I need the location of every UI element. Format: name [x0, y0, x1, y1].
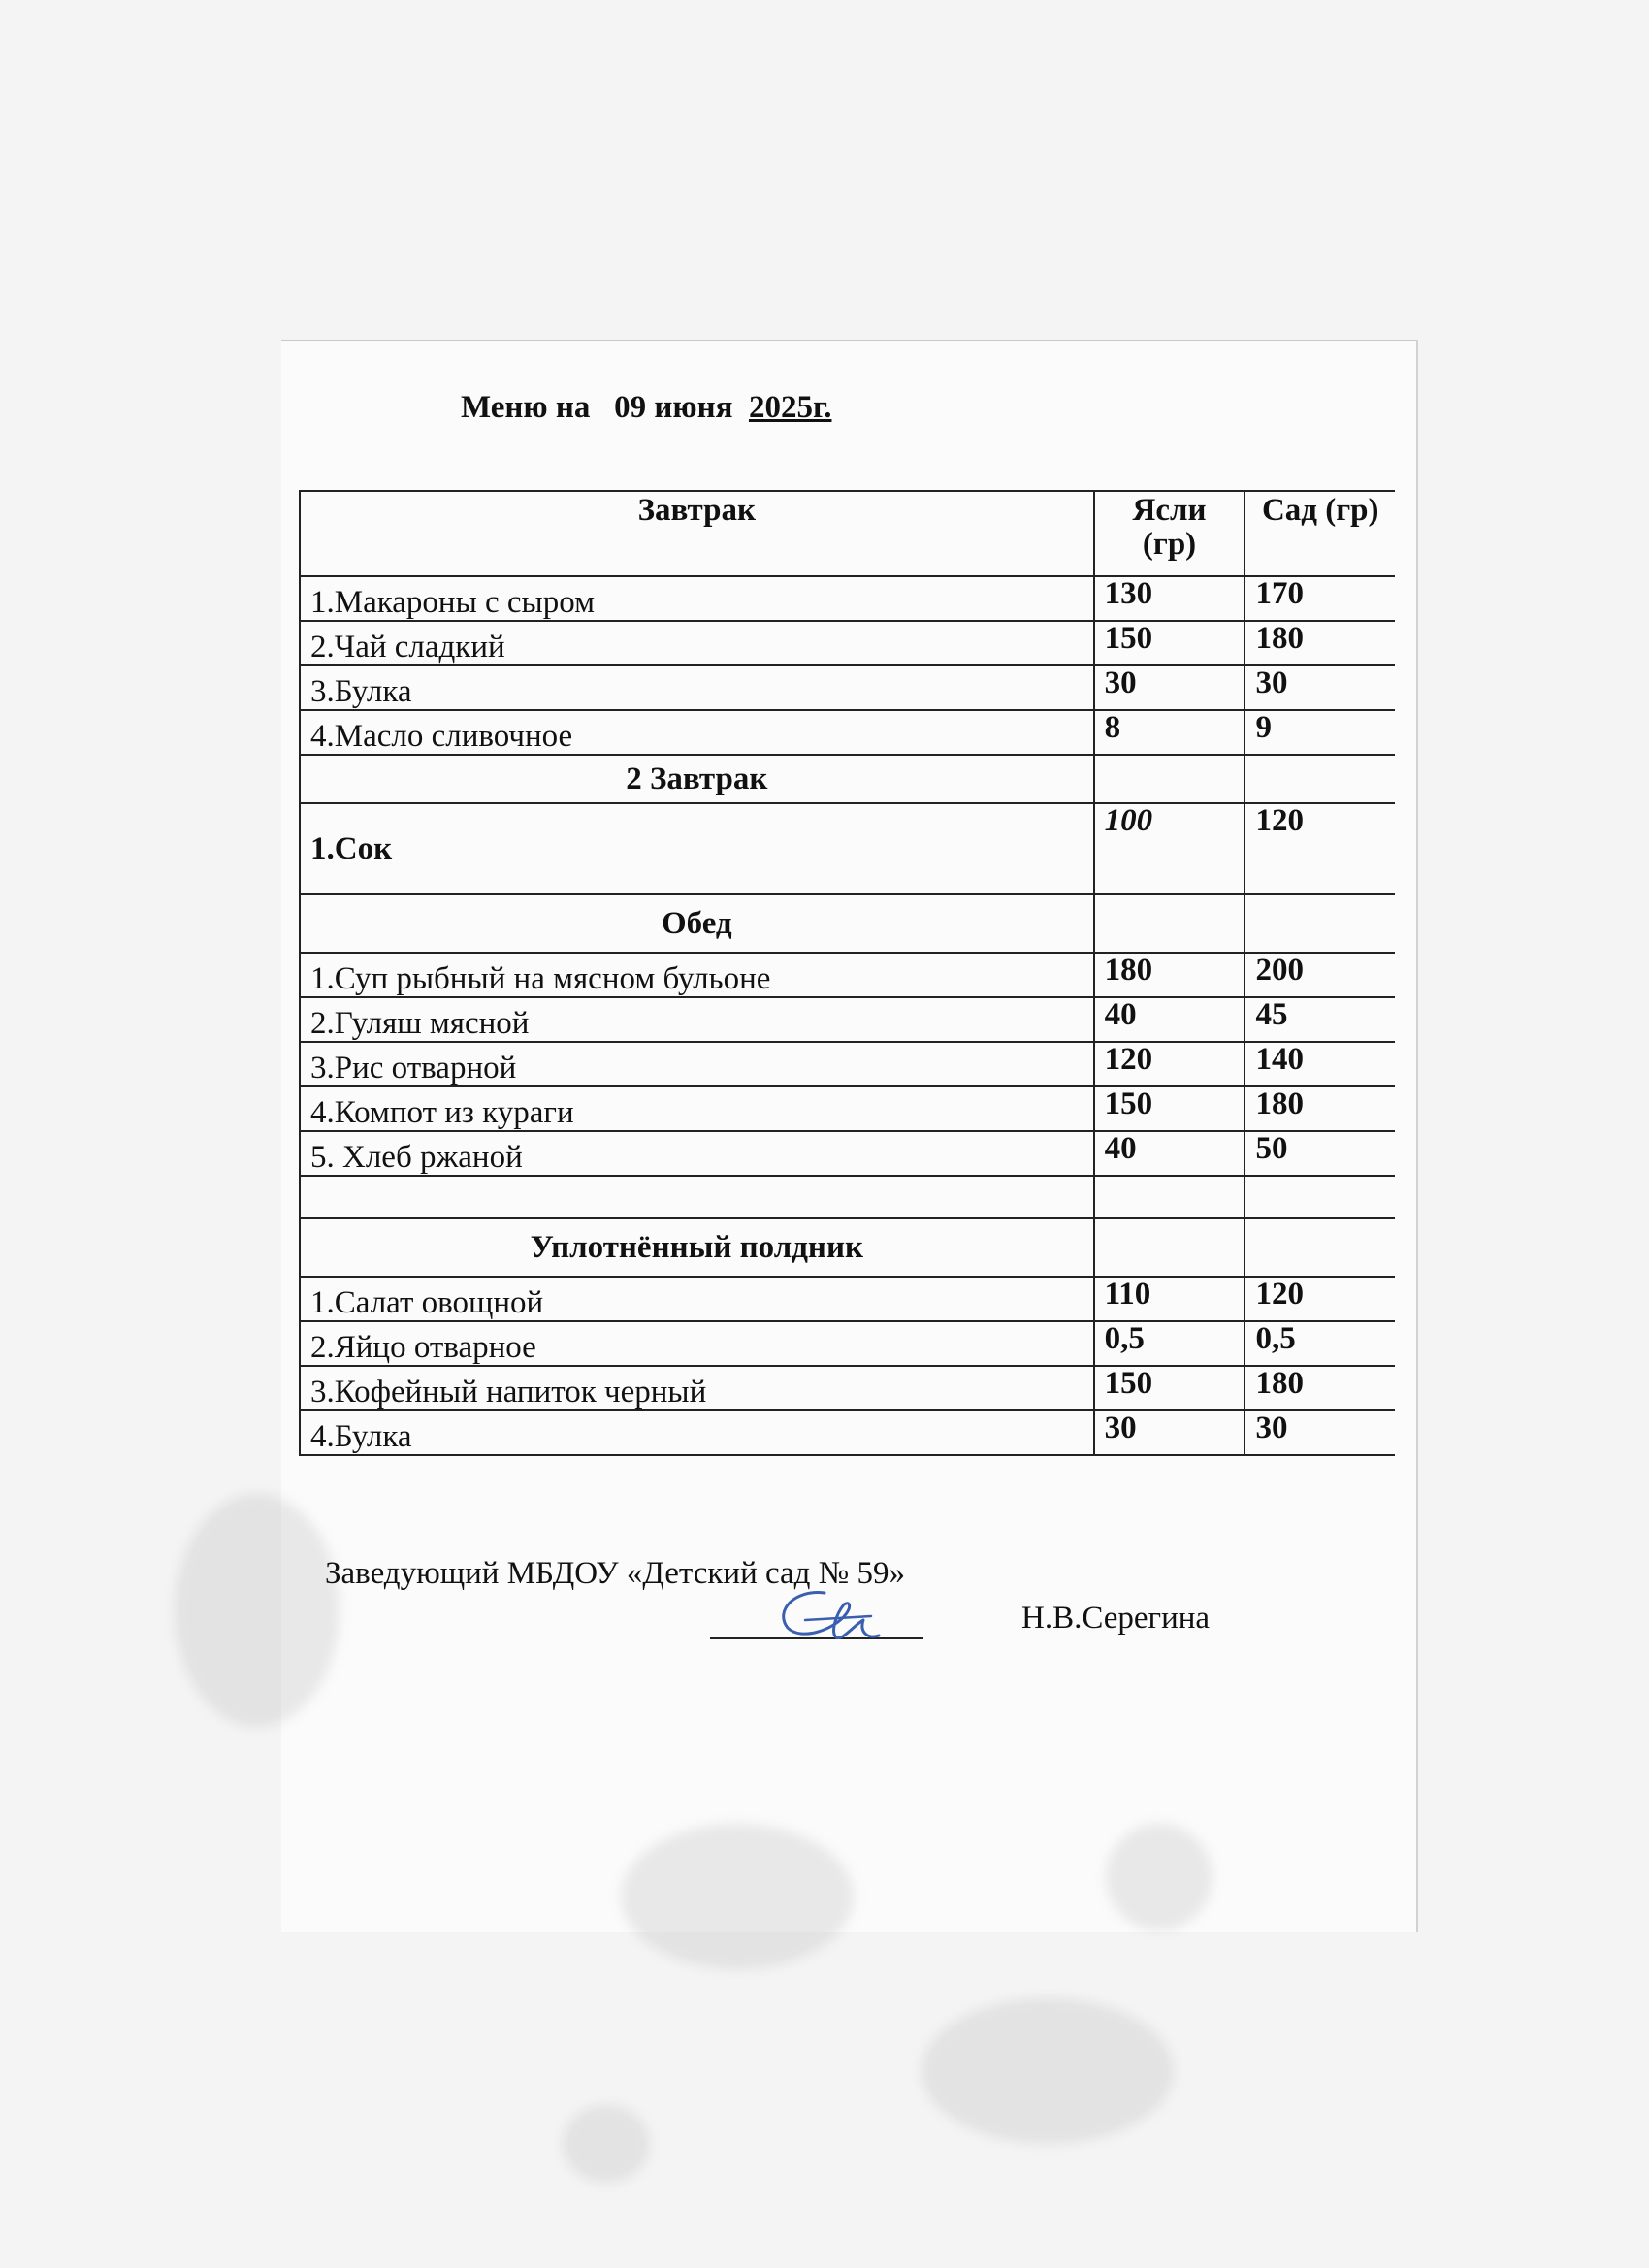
table-row [300, 710, 1395, 755]
sad-portion: 30 [1245, 1410, 1395, 1455]
dish-name: 1.Макароны с сыром [300, 576, 1094, 621]
scan-smudge [621, 1824, 854, 1969]
table-row [300, 1410, 1395, 1455]
table-row [300, 1042, 1395, 1086]
dish-name: 1.Суп рыбный на мясном бульоне [300, 953, 1094, 997]
yasli-portion: 150 [1094, 621, 1245, 665]
sad-portion: 180 [1245, 621, 1395, 665]
table-row [300, 1366, 1395, 1410]
dish-name: 2.Чай сладкий [300, 621, 1094, 665]
breakfast-heading: Завтрак [300, 491, 1094, 576]
dish-name: 1.Сок [300, 803, 1094, 894]
title-prefix: Меню на [461, 390, 591, 425]
empty-cell [300, 1176, 1094, 1218]
yasli-portion: 8 [1094, 710, 1245, 755]
handwritten-signature [766, 1581, 883, 1649]
table-row [300, 997, 1395, 1042]
title-year: 2025г. [748, 390, 832, 425]
table-row [300, 1086, 1395, 1131]
empty-cell [1094, 1176, 1245, 1218]
scan-smudge [563, 2105, 650, 2183]
table-row [300, 1131, 1395, 1176]
yasli-portion: 40 [1094, 1131, 1245, 1176]
sad-portion: 9 [1245, 710, 1395, 755]
dish-name: 4.Булка [300, 1410, 1094, 1455]
dish-name: 3.Кофейный напиток черный [300, 1366, 1094, 1410]
scan-smudge [922, 1998, 1174, 2144]
table-row [300, 1277, 1395, 1321]
yasli-portion: 120 [1094, 1042, 1245, 1086]
empty-cell [1094, 755, 1245, 803]
yasli-portion: 180 [1094, 953, 1245, 997]
sad-portion: 120 [1245, 1277, 1395, 1321]
sad-portion: 120 [1245, 803, 1395, 894]
dish-name: 3.Булка [300, 665, 1094, 710]
page-title [461, 390, 831, 426]
empty-cell [1245, 1176, 1395, 1218]
sad-portion: 30 [1245, 665, 1395, 710]
snack-heading: Уплотнённый полдник [300, 1218, 1094, 1277]
yasli-portion: 110 [1094, 1277, 1245, 1321]
sad-portion: 45 [1245, 997, 1395, 1042]
scan-smudge [1106, 1824, 1212, 1930]
head-position: Заведующий МБДОУ «Детский сад № 59» [325, 1556, 905, 1591]
yasli-portion: 30 [1094, 1410, 1245, 1455]
dish-name: 3.Рис отварной [300, 1042, 1094, 1086]
lunch-heading: Обед [300, 894, 1094, 953]
dish-name: 1.Салат овощной [300, 1277, 1094, 1321]
yasli-portion: 130 [1094, 576, 1245, 621]
second-breakfast-heading: 2 Завтрак [300, 755, 1094, 803]
section-row [300, 1218, 1395, 1277]
scan-smudge [175, 1494, 340, 1727]
title-date: 09 июня [614, 390, 733, 425]
dish-name: 4.Масло сливочное [300, 710, 1094, 755]
sad-portion: 170 [1245, 576, 1395, 621]
sad-portion: 200 [1245, 953, 1395, 997]
table-row [300, 665, 1395, 710]
dish-name: 2.Яйцо отварное [300, 1321, 1094, 1366]
menu-table [299, 490, 1395, 1456]
table-header-row [300, 491, 1395, 576]
empty-cell [1094, 894, 1245, 953]
empty-row [300, 1176, 1395, 1218]
yasli-portion: 40 [1094, 997, 1245, 1042]
yasli-portion: 150 [1094, 1086, 1245, 1131]
dish-name: 2.Гуляш мясной [300, 997, 1094, 1042]
section-row [300, 755, 1395, 803]
yasli-portion: 100 [1094, 803, 1245, 894]
yasli-portion: 0,5 [1094, 1321, 1245, 1366]
dish-name: 4.Компот из кураги [300, 1086, 1094, 1131]
table-row [300, 576, 1395, 621]
sad-portion: 50 [1245, 1131, 1395, 1176]
sad-portion: 0,5 [1245, 1321, 1395, 1366]
empty-cell [1245, 1218, 1395, 1277]
column-yasli-header: Ясли (гр) [1094, 491, 1245, 576]
yasli-portion: 150 [1094, 1366, 1245, 1410]
sad-portion: 180 [1245, 1366, 1395, 1410]
signer-name: Н.В.Серегина [1021, 1601, 1211, 1636]
sad-portion: 140 [1245, 1042, 1395, 1086]
yasli-portion: 30 [1094, 665, 1245, 710]
dish-name: 5. Хлеб ржаной [300, 1131, 1094, 1176]
table-row [300, 953, 1395, 997]
sad-portion: 180 [1245, 1086, 1395, 1131]
table-row [300, 803, 1395, 894]
table-row [300, 621, 1395, 665]
section-row [300, 894, 1395, 953]
empty-cell [1245, 894, 1395, 953]
empty-cell [1094, 1218, 1245, 1277]
column-sad-header: Сад (гр) [1245, 491, 1395, 576]
empty-cell [1245, 755, 1395, 803]
table-row [300, 1321, 1395, 1366]
